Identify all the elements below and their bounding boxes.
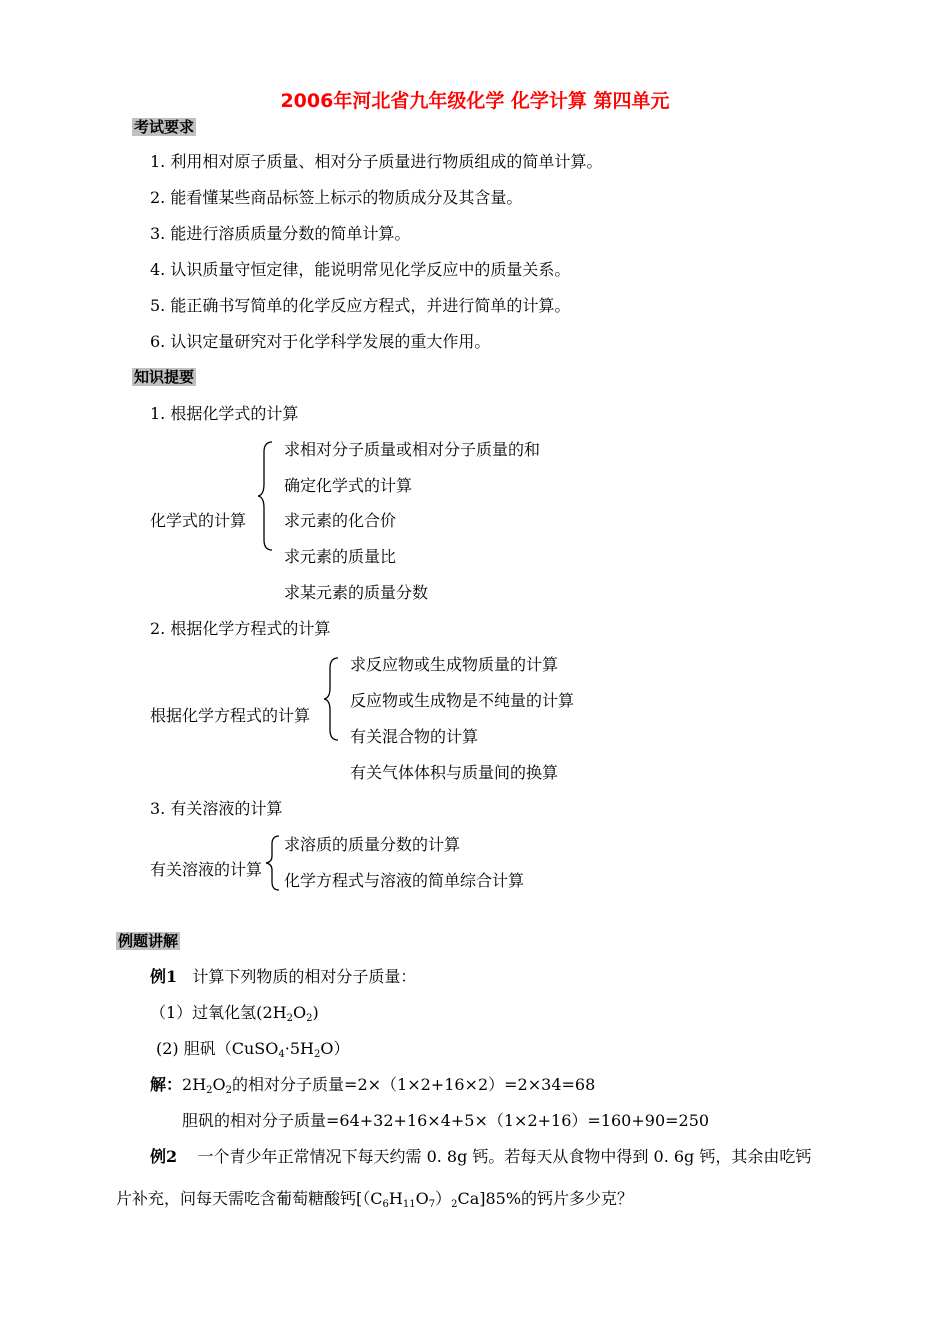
knowledge-group-title: 3. 有关溶液的计算 [150,799,283,818]
solution-label: 解： [150,1075,183,1094]
curly-brace-icon [256,440,276,552]
subscript: 2 [306,1013,313,1024]
subscript: 2 [225,1085,233,1096]
section-heading-requirements: 考试要求 [134,118,195,136]
subscript: 2 [206,1085,213,1096]
requirement-item: 4. 认识质量守恒定律，能说明常见化学反应中的质量关系。 [150,260,571,279]
subscript: 2 [286,1013,293,1024]
example-2-line-2 [116,1189,633,1212]
subscript: 2 [451,1199,458,1210]
section-heading-examples: 例题讲解 [118,932,179,950]
text: O [212,1075,226,1094]
knowledge-group-label: 根据化学方程式的计算 [150,706,311,725]
example-1-part-2 [156,1039,349,1062]
example-label: 例1 [150,967,178,986]
text: 片补充，问每天需吃含葡萄糖酸钙[（C [116,1189,383,1208]
knowledge-item: 有关混合物的计算 [350,727,479,746]
text: 2H [262,1003,287,1022]
knowledge-item: 化学方程式与溶液的简单综合计算 [284,871,525,890]
example-1-solution-line-1 [150,1075,595,1098]
requirement-item: 3. 能进行溶质质量分数的简单计算。 [150,224,411,243]
subscript: 7 [428,1199,436,1210]
requirement-item: 5. 能正确书写简单的化学反应方程式，并进行简单的计算。 [150,296,571,315]
example-1-question [150,967,416,987]
text: H [388,1189,403,1208]
knowledge-item: 求反应物或生成物质量的计算 [350,655,559,674]
knowledge-group-label: 有关溶液的计算 [150,860,263,879]
example-text: 一个青少年正常情况下每天约需 0. 8g 钙。若每天从食物中得到 0. 6g 钙，其余由吃钙 [197,1147,812,1166]
knowledge-item: 求某元素的质量分数 [284,583,429,602]
knowledge-item: 求相对分子质量或相对分子质量的和 [284,440,541,459]
subscript: 11 [402,1199,416,1210]
example-1-solution-line-2: 胆矾的相对分子质量=64+32+16×4+5×（1×2+16）=160+90=250 [182,1111,710,1130]
example-1-part-1 [150,1003,319,1026]
section-heading-knowledge: 知识提要 [134,368,195,386]
knowledge-item: 确定化学式的计算 [284,476,413,495]
example-label: 例2 [150,1147,178,1166]
text: ） [435,1189,452,1208]
subscript: 6 [382,1199,389,1210]
text: O） [320,1039,350,1058]
text: O [415,1189,429,1208]
knowledge-item: 反应物或生成物是不纯量的计算 [350,691,575,710]
text: （1）过氧化氢( [150,1003,263,1022]
knowledge-group-title: 2. 根据化学方程式的计算 [150,619,331,638]
text: 的相对分子质量=2×（1×2+16×2）=2×34=68 [232,1075,596,1094]
knowledge-item: 求溶质的质量分数的计算 [284,835,461,854]
text: (2) 胆矾（CuSO [156,1039,279,1058]
knowledge-item: 求元素的质量比 [284,547,397,566]
requirement-item: 2. 能看懂某些商品标签上标示的物质成分及其含量。 [150,188,523,207]
example-2-line-1 [150,1147,811,1167]
text: ) [312,1003,319,1022]
knowledge-item: 求元素的化合价 [284,511,397,530]
knowledge-group-title: 1. 根据化学式的计算 [150,404,299,423]
knowledge-group-label: 化学式的计算 [150,511,247,530]
knowledge-item: 有关气体体积与质量间的换算 [350,763,559,782]
text: O [292,1003,307,1022]
curly-brace-icon [264,834,282,892]
text: 2H [182,1075,207,1094]
requirement-item: 1. 利用相对原子质量、相对分子质量进行物质组成的简单计算。 [150,152,603,171]
example-text: 计算下列物质的相对分子质量： [192,967,417,986]
curly-brace-icon [322,656,342,742]
text: ·5H [284,1039,314,1058]
subscript: 4 [278,1049,285,1060]
subscript: 2 [313,1049,321,1060]
requirement-item: 6. 认识定量研究对于化学科学发展的重大作用。 [150,332,491,351]
page-title: 2006年河北省九年级化学 化学计算 第四单元 [280,90,670,112]
text: Ca]85%的钙片多少克？ [457,1189,634,1208]
